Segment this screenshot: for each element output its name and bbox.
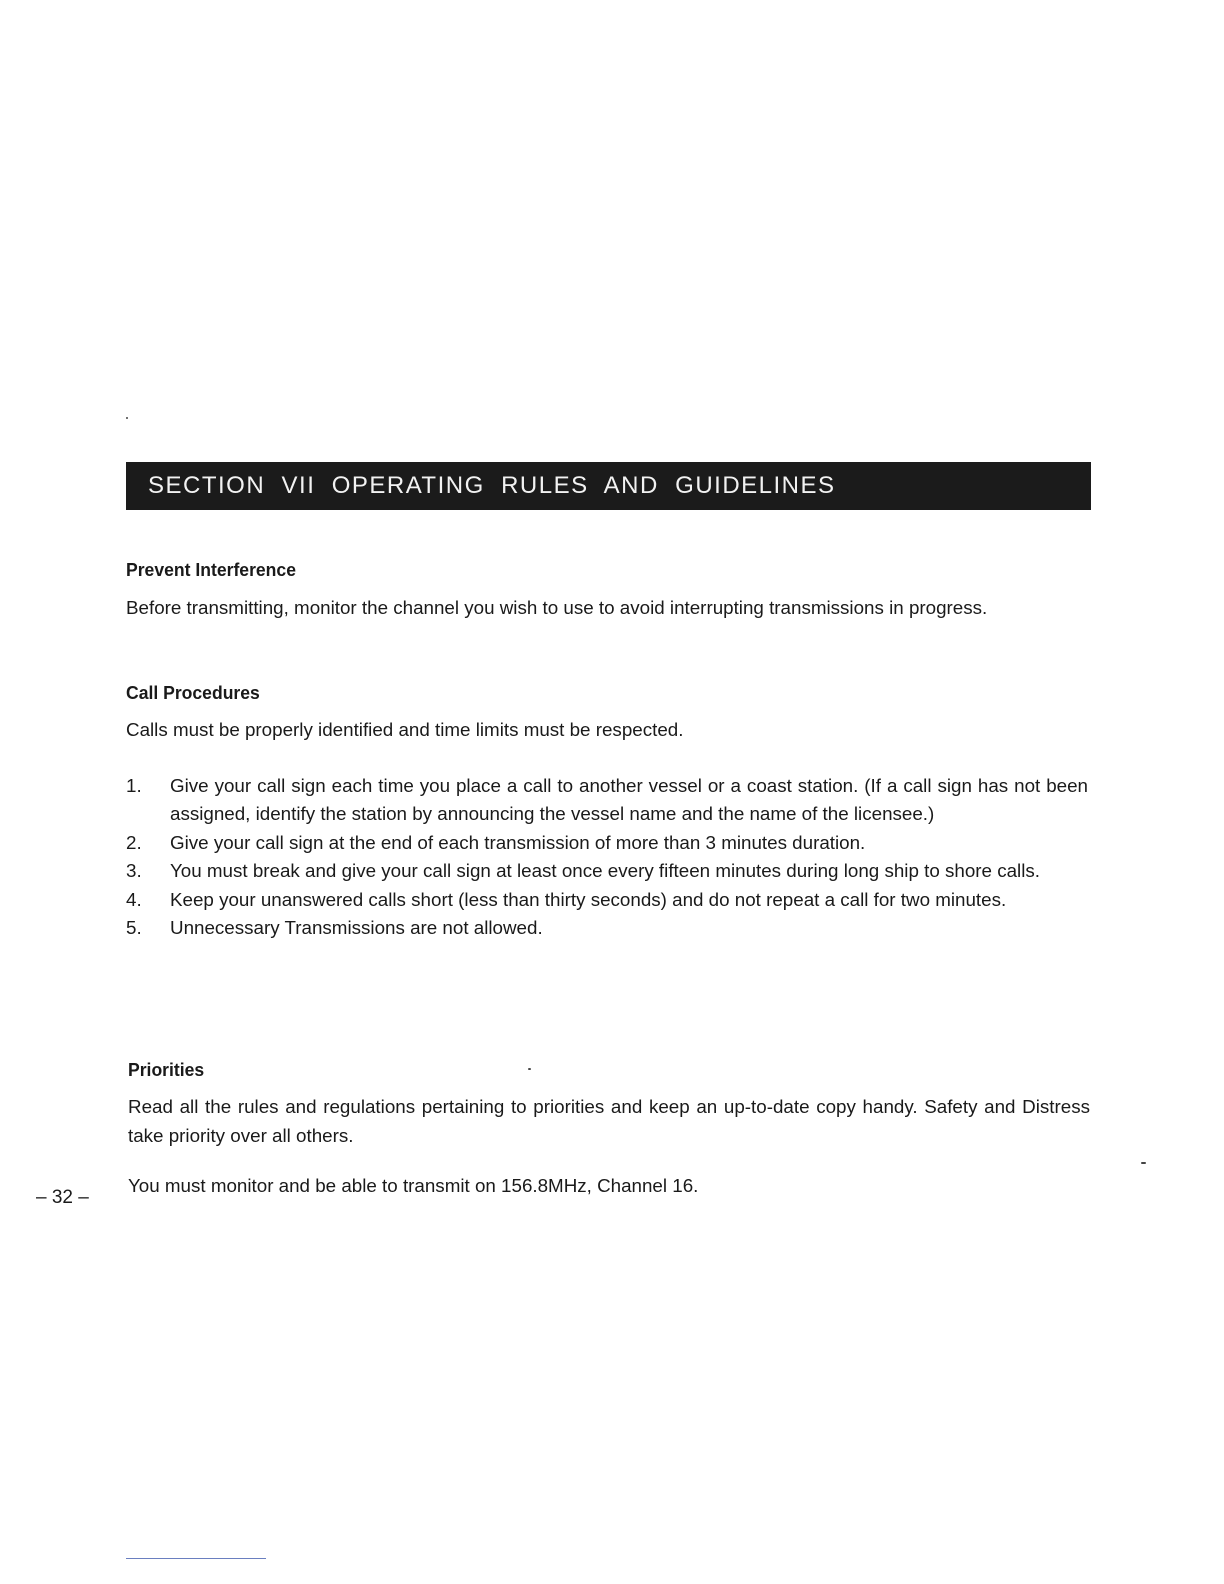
priorities-heading: Priorities — [128, 1059, 205, 1080]
call-procedures-heading: Call Procedures — [126, 682, 260, 703]
list-item-text: Give your call sign each time you place a call to another vessel or a coast station. (If a call sign has not been assigned, identify the station by announcing the vessel name and the name of the licensee.) — [170, 774, 1088, 824]
list-item-text: Give your call sign at the end of each transmission of more than 3 minutes duration. — [170, 831, 866, 853]
call-procedures-intro: Calls must be properly identified and time limits must be respected. — [126, 719, 684, 740]
section-header-bar — [126, 462, 1091, 510]
list-item — [126, 772, 1088, 829]
scan-speck — [126, 417, 128, 419]
scan-speck — [1141, 1162, 1146, 1164]
call-procedures-block — [126, 679, 1088, 943]
page-number: – 32 – — [36, 1187, 89, 1208]
scan-speck — [528, 1068, 531, 1070]
section-title: SECTION VII OPERATING RULES AND GUIDELINES — [148, 472, 836, 499]
list-item — [126, 829, 1088, 858]
list-item-number: 2. — [126, 831, 142, 853]
list-item-text: You must break and give your call sign at least once every fifteen minutes during long ship to shore calls. — [170, 860, 1040, 881]
list-item-number: 3. — [126, 860, 142, 881]
priorities-block — [128, 1056, 1090, 1201]
list-item — [126, 886, 1088, 915]
channel-note: You must monitor and be able to transmit on 156.8MHz, Channel 16. — [128, 1175, 699, 1196]
list-item-number: 1. — [126, 774, 142, 796]
prevent-interference-text: Before transmitting, monitor the channel you wish to use to avoid interrupting transmissions in progress. — [126, 597, 988, 618]
list-item-number: 5. — [126, 917, 142, 938]
list-item-text: Unnecessary Transmissions are not allowed. — [170, 917, 543, 938]
list-item-number: 4. — [126, 888, 142, 910]
list-item — [126, 914, 1088, 943]
list-item — [126, 857, 1088, 886]
prevent-interference-block — [126, 556, 1088, 623]
list-item-text: Keep your unanswered calls short (less than thirty seconds) and do not repeat a call for two minutes. — [170, 888, 1007, 910]
call-procedures-list — [126, 772, 1088, 943]
prevent-interference-heading: Prevent Interference — [126, 559, 296, 580]
bottom-rule — [126, 1558, 266, 1559]
priorities-text: Read all the rules and regulations pertaining to priorities and keep an up-to-date copy handy. Safety and Distress take priority over all others. — [128, 1096, 1090, 1146]
